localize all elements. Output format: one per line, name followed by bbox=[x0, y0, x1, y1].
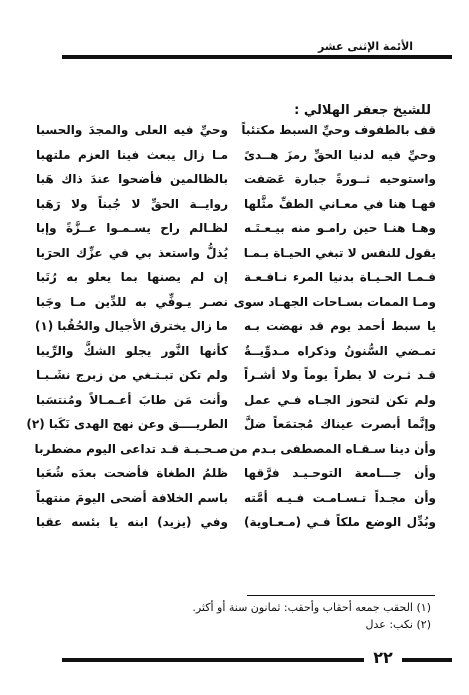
footnotes bbox=[36, 599, 431, 633]
verse-second-hemistich: وفي (يزيد) ابنه يا بئسه عقبا bbox=[36, 515, 228, 530]
verse-first-hemistich: وأن جـــامعة التوحـيـد فرَّقها bbox=[244, 466, 436, 481]
verse-second-hemistich: ما زال يخترق الأجيال والحُقُبا (١) bbox=[34, 319, 228, 334]
verse-first-hemistich: وهـا هنـا حين رامـو منه بيـعـتَـه bbox=[244, 221, 436, 236]
verse-line bbox=[36, 216, 436, 241]
running-header-title: الأئمة الإثنى عشر bbox=[318, 40, 414, 53]
verse-second-hemistich: يُذلُّ واستعذ بي في عزِّك الحرَبا bbox=[36, 245, 228, 260]
verse-first-hemistich: فـمـا الحـيـاة بدنيا المرء نـافـعـة bbox=[244, 270, 436, 285]
verse-second-hemistich: نصـر يـوفِّي به للدِّين مـا وجَبا bbox=[36, 294, 228, 309]
verse-line bbox=[26, 412, 436, 437]
verse-line bbox=[36, 290, 436, 315]
footnote: (٢) نكب: عدل bbox=[365, 618, 431, 631]
poem-body bbox=[26, 118, 436, 535]
verse-line bbox=[36, 241, 436, 266]
verse-line bbox=[36, 143, 436, 168]
verse-first-hemistich: قف بالطفوف وحيِّ السبط مكتئباً bbox=[241, 123, 436, 138]
verse-second-hemistich: باسم الخلافة أضحى اليومَ منتهباً bbox=[36, 490, 228, 505]
verse-first-hemistich: فهـا هنا في معـاني الطفِّ مثَّلها bbox=[244, 196, 436, 211]
verse-second-hemistich: إن لم يصنها بما يعلو به رُتَبا bbox=[36, 270, 228, 285]
header-rule bbox=[62, 55, 452, 59]
verse-first-hemistich: يا سبط أحمد يوم قد نهضت بـه bbox=[244, 319, 436, 334]
verse-line bbox=[36, 192, 436, 217]
verse-line bbox=[36, 510, 436, 535]
verse-line bbox=[36, 486, 436, 511]
verse-first-hemistich: يقول للنفس لا تبغي الحيـاة بـمـا bbox=[243, 245, 436, 260]
verse-first-hemistich: تمـضي السُّنونُ وذكراه مـدوِّيــةٌ bbox=[244, 343, 436, 358]
verse-second-hemistich: صـحـبـة قـد تداعى اليوم مضطربا bbox=[34, 441, 228, 456]
verse-second-hemistich: لظـالم راح يسـمـوا عــزَّةً وإبا bbox=[36, 221, 228, 236]
verse-second-hemistich: وأنت مَن طابَ أعـمـالاً ومُنتسَبا bbox=[36, 392, 228, 407]
verse-first-hemistich: قـد ثـرت لا بطراً يوماً ولا أشـراً bbox=[244, 368, 436, 383]
verse-line bbox=[36, 314, 436, 339]
verse-first-hemistich: وبُدِّل الوضع ملكاً فـي (مـعـاوية) bbox=[244, 515, 436, 530]
page-number: ٢٢ bbox=[373, 648, 393, 667]
verse-line bbox=[36, 363, 436, 388]
verse-line bbox=[36, 339, 436, 364]
verse-second-hemistich: مـا زال يبعث فينا العزم ملتهبا bbox=[36, 147, 228, 162]
verse-second-hemistich: الطريــــق وعن نهج الهدى نَكَبا (٢) bbox=[26, 417, 228, 432]
verse-first-hemistich: وحيِّ فيه لدنيا الحقِّ رمزَ هــدىً bbox=[244, 147, 436, 162]
footer-rule-end bbox=[402, 658, 452, 662]
verse-first-hemistich: ومـا الممات بسـاحات الجهـاد سوى bbox=[233, 294, 436, 309]
verse-line bbox=[36, 388, 436, 413]
verse-first-hemistich: وإنَّما أبصرت عيناك مُجتمَعاً ضلَّ bbox=[244, 417, 436, 432]
verse-line bbox=[36, 437, 436, 462]
verse-line bbox=[36, 461, 436, 486]
verse-second-hemistich: ظلمُ الطغاة فأضحت بعدَه شُعَبا bbox=[36, 466, 228, 481]
verse-first-hemistich: ولم تكن لتحوز الجـاه فـي عمل bbox=[244, 392, 436, 407]
verse-first-hemistich: واستوحيه ثــورةً جبارة عَصَفت bbox=[244, 172, 436, 187]
verse-line bbox=[36, 167, 436, 192]
poem-author-heading: للشيخ جعفر الهلالي : bbox=[294, 103, 431, 118]
verse-second-hemistich: ولم تكن تبـتـغي من زبرج نشَـبـا bbox=[36, 368, 228, 383]
footnote-separator bbox=[247, 595, 435, 596]
verse-second-hemistich: روايــة الحقِّ لا جُبناً ولا رَهَبا bbox=[36, 196, 228, 211]
footnote: (١) الحقب جمعه أحقاب وأحقب: ثمانون سنة أو أكثر. bbox=[192, 601, 431, 614]
footer-rule bbox=[62, 658, 364, 662]
verse-line bbox=[36, 118, 436, 143]
verse-first-hemistich: وأن مجـداً تـسـامـت فـيـه أمَّته bbox=[244, 490, 436, 505]
verse-second-hemistich: كأنها النَّور يجلو الشكَّ والرِّيبا bbox=[36, 343, 228, 358]
verse-second-hemistich: بالظالمين فأضحوا عندَ ذاك هَبا bbox=[36, 172, 228, 187]
verse-first-hemistich: وأن دينا سـقـاه المصطفى بـدم من bbox=[229, 441, 436, 456]
verse-second-hemistich: وحيِّ فيه العلى والمجدَ والحسبا bbox=[36, 123, 228, 138]
verse-line bbox=[36, 265, 436, 290]
